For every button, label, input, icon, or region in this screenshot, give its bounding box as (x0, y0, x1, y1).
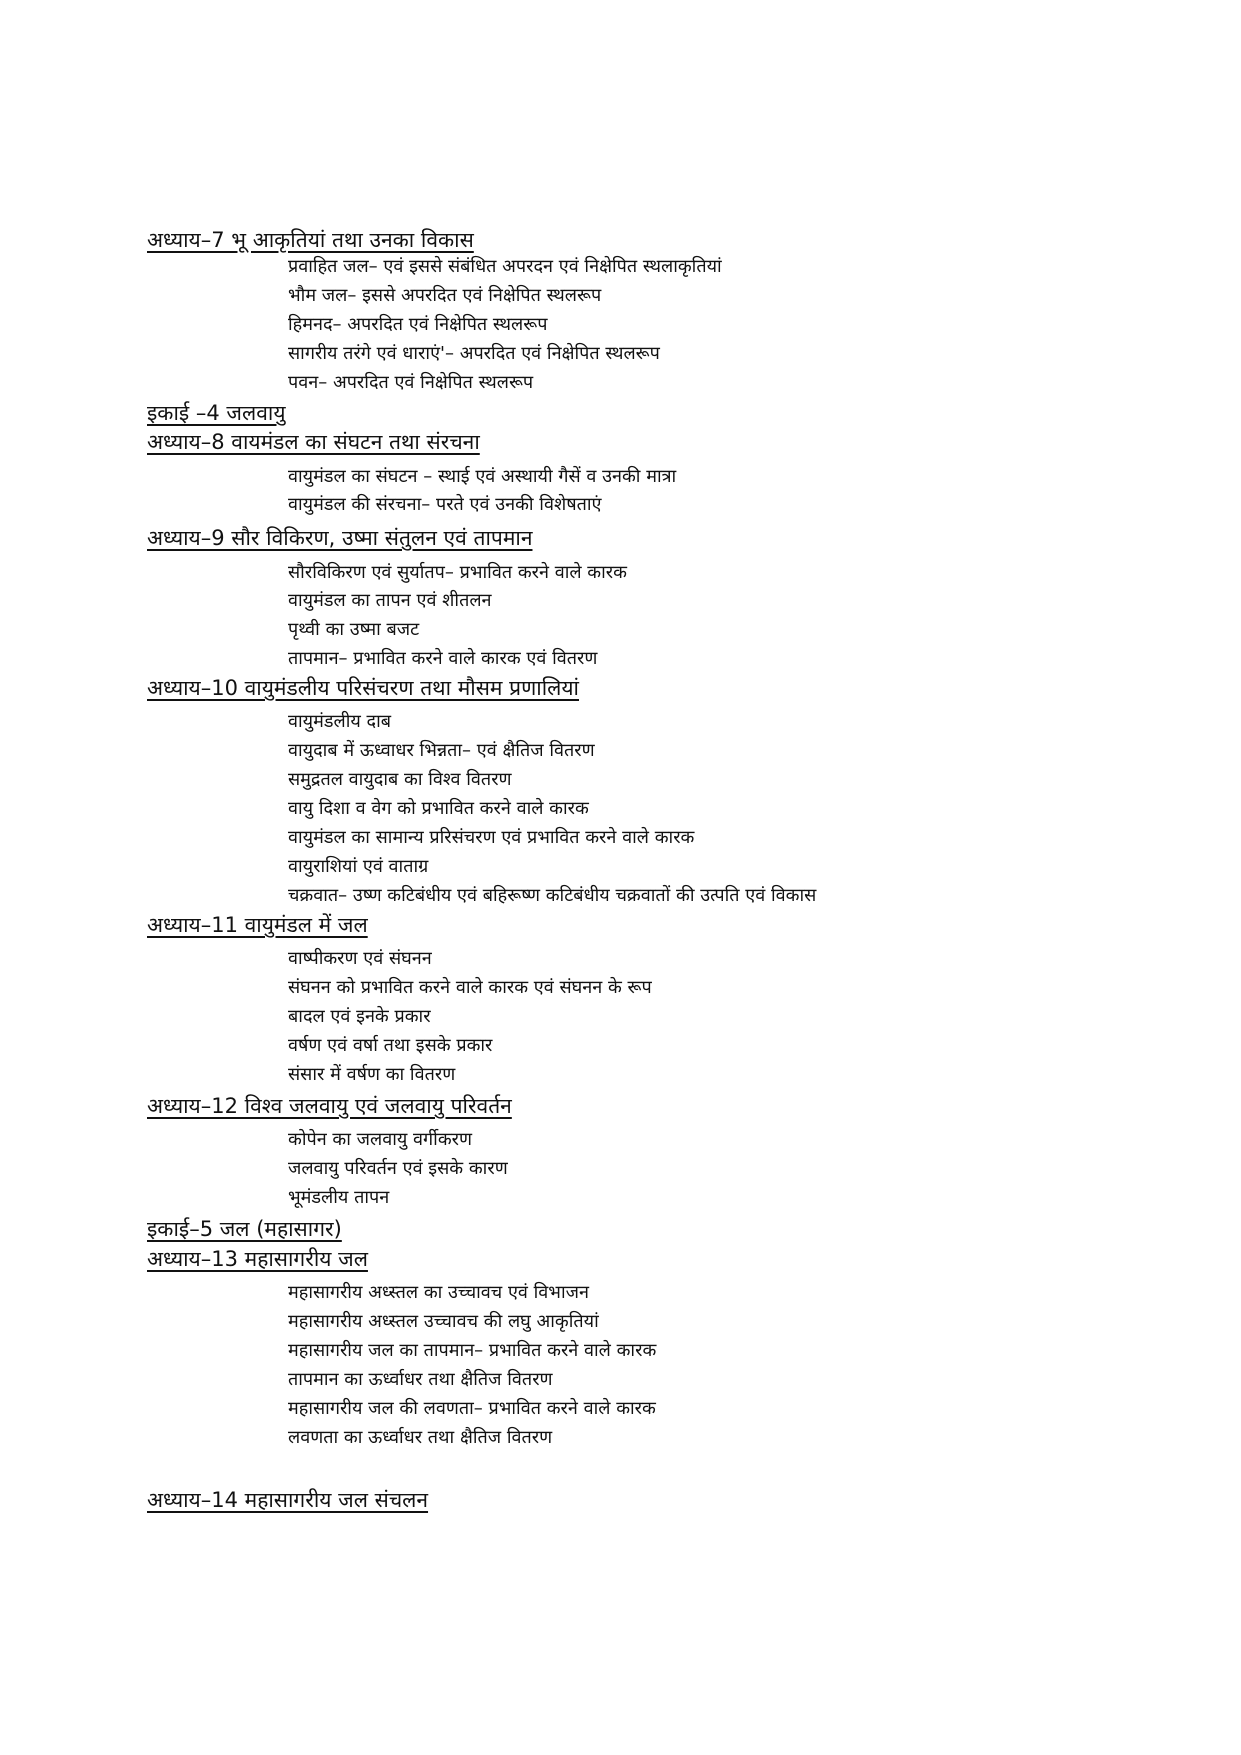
section-heading: अध्याय–8 वायमंडल का संघटन तथा संरचना (147, 430, 480, 454)
topic-item: तापमान– प्रभावित करने वाले कारक एवं वितरण (288, 648, 598, 669)
topic-item: संसार में वर्षण का वितरण (288, 1064, 456, 1085)
topic-item: वायुदाब में ऊध्वाधर भिन्नता– एवं क्षैतिज वितरण (288, 740, 595, 761)
topic-item: महासागरीय अध्स्तल का उच्चावच एवं विभाजन (288, 1282, 589, 1303)
topic-item: वायुमंडल का संघटन – स्थाई एवं अस्थायी गैसें व उनकी मात्रा (288, 466, 677, 487)
topic-item: महासागरीय जल की लवणता– प्रभावित करने वाले कारक (288, 1398, 656, 1419)
topic-item: पृथ्वी का उष्मा बजट (288, 619, 420, 640)
section-heading: इकाई–5 जल (महासागर) (147, 1217, 342, 1241)
section-heading: इकाई –4 जलवायु (147, 401, 286, 425)
topic-item: वर्षण एवं वर्षा तथा इसके प्रकार (288, 1035, 493, 1056)
topic-item: कोपेन का जलवायु वर्गीकरण (288, 1129, 473, 1150)
topic-item: वायुमंडल का तापन एवं शीतलन (288, 590, 492, 611)
topic-item: महासागरीय जल का तापमान– प्रभावित करने वाले कारक (288, 1340, 657, 1361)
section-heading: अध्याय–13 महासागरीय जल (147, 1247, 368, 1271)
topic-item: लवणता का ऊर्ध्वाधर तथा क्षैतिज वितरण (288, 1427, 553, 1448)
topic-item: महासागरीय अध्स्तल उच्चावच की लघु आकृतियां (288, 1311, 599, 1332)
topic-item: भौम जल– इससे अपरदित एवं निक्षेपित स्थलरूप (288, 285, 602, 306)
topic-item: वायु दिशा व वेग को प्रभावित करने वाले कारक (288, 798, 589, 819)
topic-item: वायुमंडल का सामान्य प्ररिसंचरण एवं प्रभावित करने वाले कारक (288, 827, 695, 848)
section-heading: अध्याय–11 वायुमंडल में जल (147, 913, 368, 937)
topic-item: समुद्रतल वायुदाब का विश्व वितरण (288, 769, 512, 790)
section-heading: अध्याय–10 वायुमंडलीय परिसंचरण तथा मौसम प्रणालियां (147, 676, 579, 700)
topic-item: वाष्पीकरण एवं संघनन (288, 948, 432, 969)
topic-item: वायुमंडल की संरचना– परते एवं उनकी विशेषताएं (288, 494, 602, 515)
topic-item: सागरीय तरंगे एवं धाराएं'– अपरदित एवं निक्षेपित स्थलरूप (288, 343, 660, 364)
topic-item: जलवायु परिवर्तन एवं इसके कारण (288, 1158, 508, 1179)
topic-item: तापमान का ऊर्ध्वाधर तथा क्षैतिज वितरण (288, 1369, 553, 1390)
topic-item: वायुमंडलीय दाब (288, 711, 392, 732)
topic-item: सौरविकिरण एवं सुर्यातप– प्रभावित करने वाले कारक (288, 562, 627, 583)
section-heading: अध्याय–9 सौर विकिरण, उष्मा संतुलन एवं तापमान (147, 526, 533, 550)
topic-item: बादल एवं इनके प्रकार (288, 1006, 431, 1027)
topic-item: हिमनद– अपरदित एवं निक्षेपित स्थलरूप (288, 314, 548, 335)
topic-item: प्रवाहित जल– एवं इससे संबंधित अपरदन एवं निक्षेपित स्थलाकृतियां (288, 256, 722, 277)
topic-item: पवन– अपरदित एवं निक्षेपित स्थलरूप (288, 372, 534, 393)
topic-item: चक्रवात– उष्ण कटिबंधीय एवं बहिरूष्ण कटिबंधीय चक्रवातों की उत्पति एवं विकास (288, 885, 817, 906)
topic-item: भूमंडलीय तापन (288, 1187, 390, 1208)
topic-item: संघनन को प्रभावित करने वाले कारक एवं संघनन के रूप (288, 977, 652, 998)
topic-item: वायुराशियां एवं वाताग्र (288, 856, 429, 877)
section-heading: अध्याय–7 भू आकृतियां तथा उनका विकास (147, 228, 474, 252)
section-heading: अध्याय–12 विश्व जलवायु एवं जलवायु परिवर्तन (147, 1094, 512, 1118)
section-heading: अध्याय–14 महासागरीय जल संचलन (147, 1488, 429, 1512)
